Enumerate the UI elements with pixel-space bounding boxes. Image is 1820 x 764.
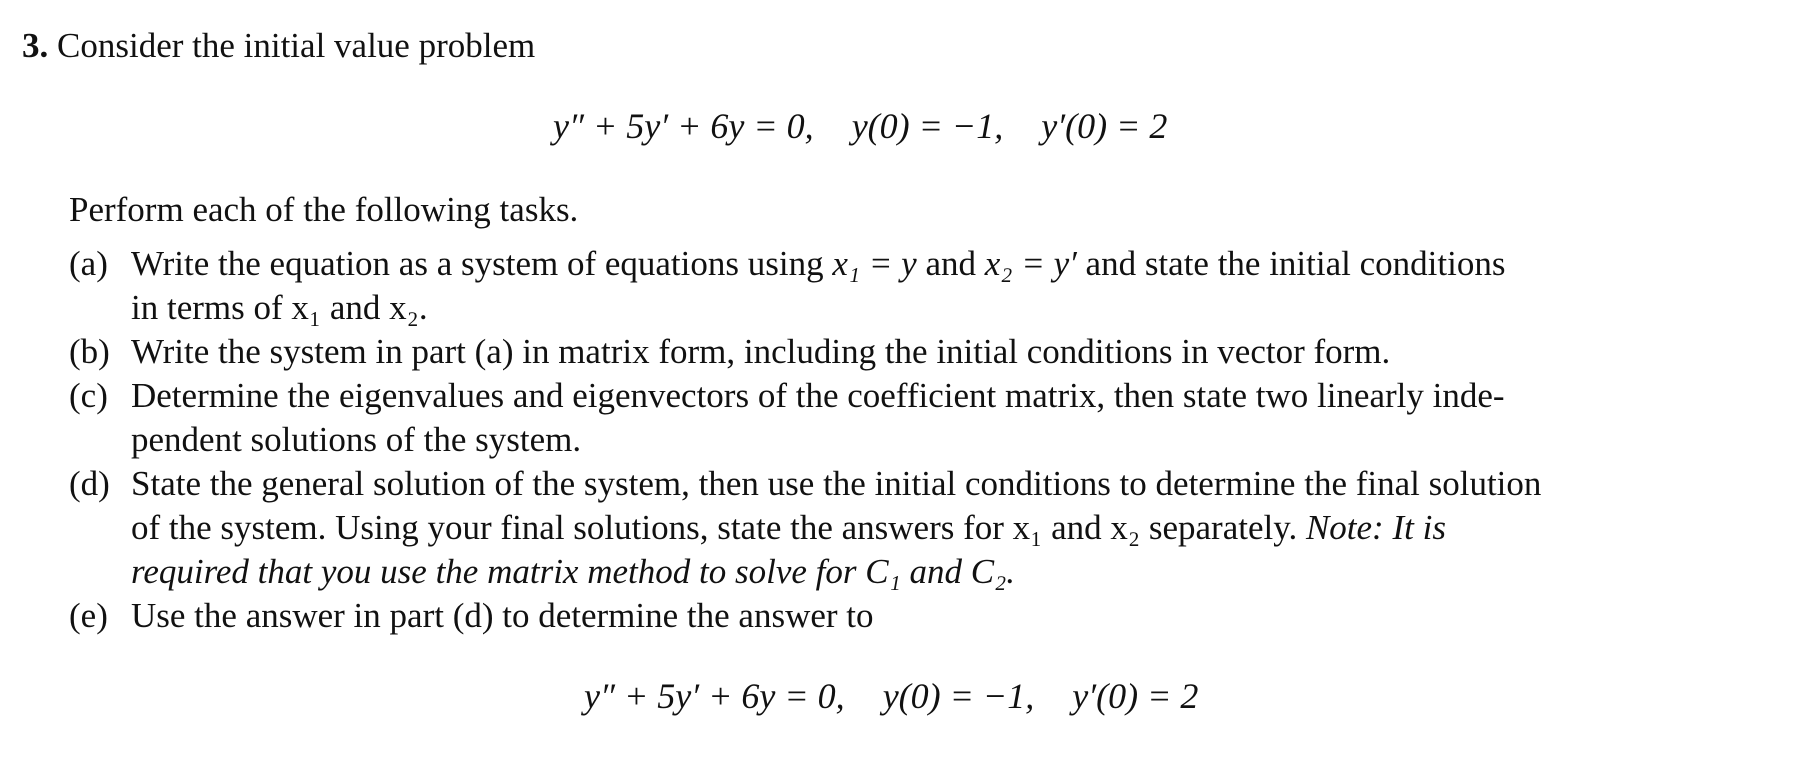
task-d-text-2b: x₁ and x₂ separately. <box>1012 508 1298 547</box>
task-b <box>69 330 1390 374</box>
final-ic2: y′(0) = 2 <box>1072 676 1199 716</box>
task-d-line-3: required that you use the matrix method to solve for C₁ and C₂. <box>131 552 1016 591</box>
task-instruction: Perform each of the following tasks. <box>69 190 579 229</box>
ivp-equation <box>553 104 1167 148</box>
ivp-ic1: y(0) = −1, <box>851 106 1004 146</box>
task-a-label: (a) <box>69 244 108 283</box>
task-a-line-2: in terms of x₁ and x₂. <box>131 288 428 327</box>
problem-number: 3. <box>22 26 49 65</box>
task-c-label: (c) <box>69 376 108 415</box>
task-d-text-2a: of the system. Using your final solutions, state the answers for <box>131 508 1004 547</box>
task-c-text-1: Determine the eigenvalues and eigenvectors of the coefficient matrix, then state two linearly inde- <box>131 376 1505 415</box>
task-c <box>69 374 1505 418</box>
problem-intro: Consider the initial value problem <box>57 26 536 65</box>
ivp-ode: y″ + 5y′ + 6y = 0, <box>553 106 814 146</box>
task-a-and: and <box>925 244 977 283</box>
task-e-label: (e) <box>69 596 108 635</box>
task-e <box>69 594 874 638</box>
final-ode: y″ + 5y′ + 6y = 0, <box>584 676 845 716</box>
task-d-line-2 <box>131 506 1446 550</box>
task-b-text: Write the system in part (a) in matrix form, including the initial conditions in vector form. <box>131 332 1391 371</box>
ivp-ic2: y′(0) = 2 <box>1041 106 1168 146</box>
problem-header <box>22 24 535 68</box>
task-d-note: Note: It is <box>1305 508 1446 547</box>
task-a-eq1: x₁ = y <box>832 244 917 283</box>
task-d-label: (d) <box>69 464 110 503</box>
task-a-text-2: and state the initial conditions <box>1085 244 1506 283</box>
final-ic1: y(0) = −1, <box>882 676 1035 716</box>
task-d-text-1: State the general solution of the system, then use the initial conditions to determine the final solution <box>131 464 1542 503</box>
task-e-text: Use the answer in part (d) to determine the answer to <box>131 596 874 635</box>
task-d <box>69 462 1541 506</box>
task-b-label: (b) <box>69 332 110 371</box>
task-c-line-2: pendent solutions of the system. <box>131 420 582 459</box>
task-a <box>69 242 1505 286</box>
task-a-eq2: x₂ = y′ <box>984 244 1077 283</box>
task-a-text-1: Write the equation as a system of equations using <box>131 244 824 283</box>
final-equation <box>584 674 1198 718</box>
